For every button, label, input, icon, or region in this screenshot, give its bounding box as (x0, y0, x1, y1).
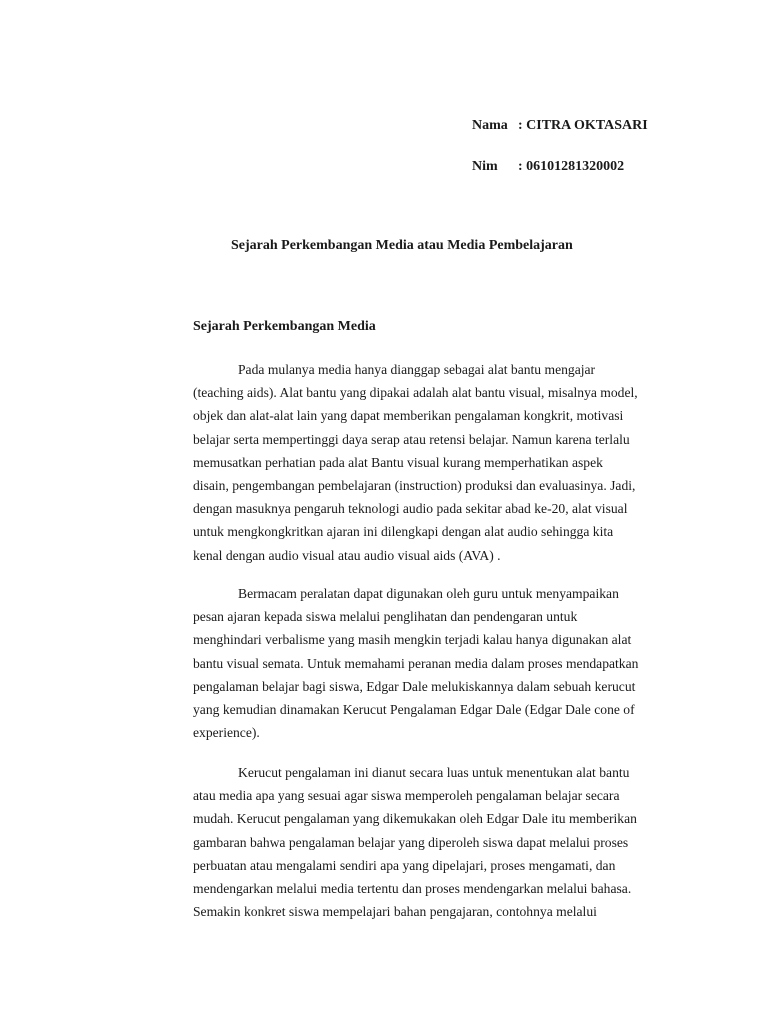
paragraph-line: pengalaman belajar bagi siswa, Edgar Dale melukiskannya dalam sebuah kerucut (193, 678, 636, 694)
paragraph-2 (193, 582, 673, 744)
nim-label: Nim (472, 159, 498, 174)
paragraph-line: menghindari verbalisme yang masih mengkin terjadi kalau hanya digunakan alat (193, 632, 632, 648)
paragraph-line: disain, pengembangan pembelajaran (instruction) produksi dan evaluasinya. Jadi, (193, 478, 636, 494)
nim-value: : 06101281320002 (518, 159, 625, 174)
paragraph-line: mendengarkan melalui media tertentu dan proses mendengarkan melalui bahasa. (193, 881, 632, 897)
paragraph-line: dengan masuknya pengaruh teknologi audio pada sekitar abad ke-20, alat visual (193, 501, 628, 517)
paragraph-line: experience). (193, 725, 260, 741)
paragraph-line: bantu visual semata. Untuk memahami peranan media dalam proses mendapatkan (193, 655, 639, 671)
paragraph-line: atau media apa yang sesuai agar siswa memperoleh pengalaman belajar secara (193, 788, 620, 804)
paragraph-line: memusatkan perhatian pada alat Bantu visual kurang memperhatikan aspek (193, 454, 603, 470)
paragraph-line: Semakin konkret siswa mempelajari bahan pengajaran, contohnya melalui (193, 904, 597, 920)
document-title: Sejarah Perkembangan Media atau Media Pembelajaran (231, 238, 573, 253)
paragraph-line: belajar serta mempertinggi daya serap atau retensi belajar. Namun karena terlalu (193, 431, 630, 447)
paragraph-line: Kerucut pengalaman ini dianut secara luas untuk menentukan alat bantu (238, 765, 630, 780)
student-nim-row (472, 159, 624, 175)
paragraph-line: gambaran bahwa pengalaman belajar yang diperoleh siswa dapat melalui proses (193, 834, 629, 850)
paragraph-line: yang kemudian dinamakan Kerucut Pengalaman Edgar Dale (Edgar Dale cone of (193, 702, 635, 718)
paragraph-line: pesan ajaran kepada siswa melalui penglihatan dan pendengaran untuk (193, 609, 578, 625)
name-value: : CITRA OKTASARI (518, 118, 648, 133)
paragraph-line: (teaching aids). Alat bantu yang dipakai adalah alat bantu visual, misalnya model, (193, 385, 638, 401)
paragraph-line: mudah. Kerucut pengalaman yang dikemukakan oleh Edgar Dale itu memberikan (193, 811, 637, 827)
paragraph-line: objek dan alat-alat lain yang dapat memberikan pengalaman kongkrit, motivasi (193, 408, 624, 424)
name-label: Nama (472, 118, 508, 133)
paragraph-line: kenal dengan audio visual atau audio visual aids (AVA) . (193, 547, 501, 563)
student-name-row (472, 118, 648, 134)
paragraph-line: perbuatan atau mengalami sendiri apa yang dipelajari, proses mengamati, dan (193, 857, 616, 873)
section-heading: Sejarah Perkembangan Media (193, 319, 376, 334)
paragraph-line: Pada mulanya media hanya dianggap sebagai alat bantu mengajar (238, 362, 596, 377)
paragraph-1 (193, 358, 673, 567)
paragraph-line: untuk mengkongkritkan ajaran ini dilengkapi dengan alat audio sehingga kita (193, 524, 614, 540)
paragraph-line: Bermacam peralatan dapat digunakan oleh guru untuk menyampaikan (238, 586, 619, 601)
paragraph-3 (193, 761, 673, 923)
